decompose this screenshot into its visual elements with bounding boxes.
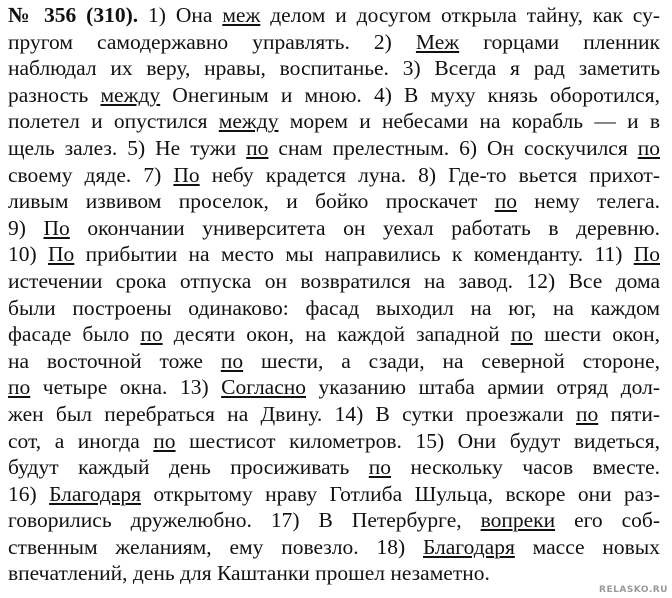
underlined-preposition: Благодаря (422, 534, 515, 559)
text-segment: его соб- (555, 508, 660, 533)
text-line (8, 321, 660, 348)
text-line (8, 82, 660, 109)
underlined-preposition: по (220, 348, 244, 373)
text-line (8, 2, 660, 29)
underlined-preposition: по (153, 428, 176, 453)
underlined-preposition: меж (222, 3, 261, 27)
text-segment: делом и досугом открыла тайну, как су- (260, 3, 660, 27)
underlined-preposition: по (246, 135, 269, 160)
underlined-preposition: вопреки (480, 508, 556, 533)
text-segment: шести окон, (532, 322, 661, 347)
text-segment: истечении срока отпуска он возвратился на завод. 12) Все дома (8, 268, 660, 293)
underlined-preposition: по (140, 322, 163, 347)
text-segment: 16) (8, 481, 50, 506)
text-segment: разность (8, 82, 101, 107)
text-segment: полетел и опустился (8, 109, 219, 134)
text-segment: жен был перебраться на Двину. 14) В сутки проезжали (8, 401, 576, 426)
text-segment: щель залез. 5) Не тужи (8, 135, 247, 160)
text-segment: 9) (8, 215, 44, 240)
text-segment: на восточной тоже (8, 348, 221, 373)
text-segment: наблюдал их веру, нравы, воспитанье. 3) Всегда я рад заметить (8, 56, 660, 81)
underlined-preposition: По (173, 162, 200, 187)
text-segment: были построены одинаково: фасад выходил на юг, на каждом (8, 295, 660, 320)
exercise-text (8, 2, 660, 587)
text-segment: впечатлений, день для Каштанки прошел незаметно. (8, 561, 490, 586)
text-segment: десяти окон, на каждой западной (162, 322, 511, 347)
text-segment: ливым извивом проселок, и бойко проскачет (8, 189, 495, 214)
text-segment: сот, а иногда (8, 428, 154, 453)
underlined-preposition: по (576, 401, 599, 426)
text-segment: пяти- (598, 401, 660, 426)
underlined-preposition: по (494, 189, 517, 214)
underlined-preposition: Меж (415, 29, 460, 54)
text-line (8, 401, 660, 428)
text-segment: шестисот километров. 15) Они будут видеться, (175, 428, 660, 453)
underlined-preposition: По (633, 242, 660, 267)
underlined-preposition: Согласно (221, 375, 307, 400)
text-segment: 10) (8, 242, 49, 267)
underlined-preposition: Благодаря (49, 481, 141, 506)
text-segment: небу крадется луна. 8) Где-то вьется прихот- (199, 162, 660, 187)
underlined-preposition: По (43, 215, 70, 240)
text-line (8, 507, 660, 534)
text-line (8, 428, 660, 455)
underlined-preposition: по (637, 135, 661, 160)
text-segment: четыре окна. 13) (30, 375, 222, 400)
text-line (8, 135, 660, 162)
text-line (8, 215, 660, 242)
text-line (8, 108, 660, 135)
text-segment: будут каждый день просиживать (8, 455, 369, 480)
text-segment: фасаде было (8, 322, 141, 347)
text-line (8, 241, 660, 268)
text-line (8, 188, 660, 215)
text-segment: Онегиным и мною. 4) В муху князь оборотился, (160, 82, 660, 107)
text-line (8, 55, 660, 82)
text-segment: снам прелестным. 6) Он соскучился (268, 135, 638, 160)
text-segment: 1) Она (138, 3, 223, 27)
text-line (8, 29, 660, 56)
underlined-preposition: по (368, 455, 392, 480)
text-line (8, 348, 660, 375)
text-segment: открытому нраву Готлиба Шульца, вскоре они раз- (140, 481, 660, 506)
text-segment: ственным желаниям, ему повезло. 18) (8, 534, 423, 559)
text-line (8, 481, 660, 508)
text-segment: нему телега. (516, 189, 660, 214)
text-segment: шести, а сзади, на северной стороне, (243, 348, 661, 373)
text-segment: говорились дружелюбно. 17) В Петербурге, (8, 508, 481, 533)
text-line (8, 295, 660, 322)
underlined-preposition: По (48, 242, 75, 267)
text-line (8, 454, 660, 481)
watermark: RELASKO.RU (599, 585, 668, 595)
text-segment: пругом самодержавно управлять. 2) (8, 29, 416, 54)
exercise-title: № 356 (310). (8, 3, 139, 27)
text-segment: своему дяде. 7) (8, 162, 174, 187)
text-line (8, 162, 660, 189)
text-line (8, 560, 660, 587)
text-segment: прибытии на место мы направились к коменданту. 11) (74, 242, 634, 267)
text-line (8, 534, 660, 561)
text-segment: нескольку часов вместе. (391, 455, 660, 480)
underlined-preposition: по (8, 375, 31, 400)
underlined-preposition: между (218, 109, 279, 134)
underlined-preposition: по (510, 322, 533, 347)
underlined-preposition: между (100, 82, 161, 107)
text-segment: горцами пленник (459, 29, 661, 54)
text-line (8, 268, 660, 295)
text-segment: массе новых (514, 534, 660, 559)
text-segment: окончании университета он уехал работать в деревню. (69, 215, 660, 240)
text-segment: указанию штаба армии отряд дол- (306, 375, 660, 400)
text-line (8, 374, 660, 401)
text-segment: морем и небесами на корабль — и в (278, 109, 661, 134)
